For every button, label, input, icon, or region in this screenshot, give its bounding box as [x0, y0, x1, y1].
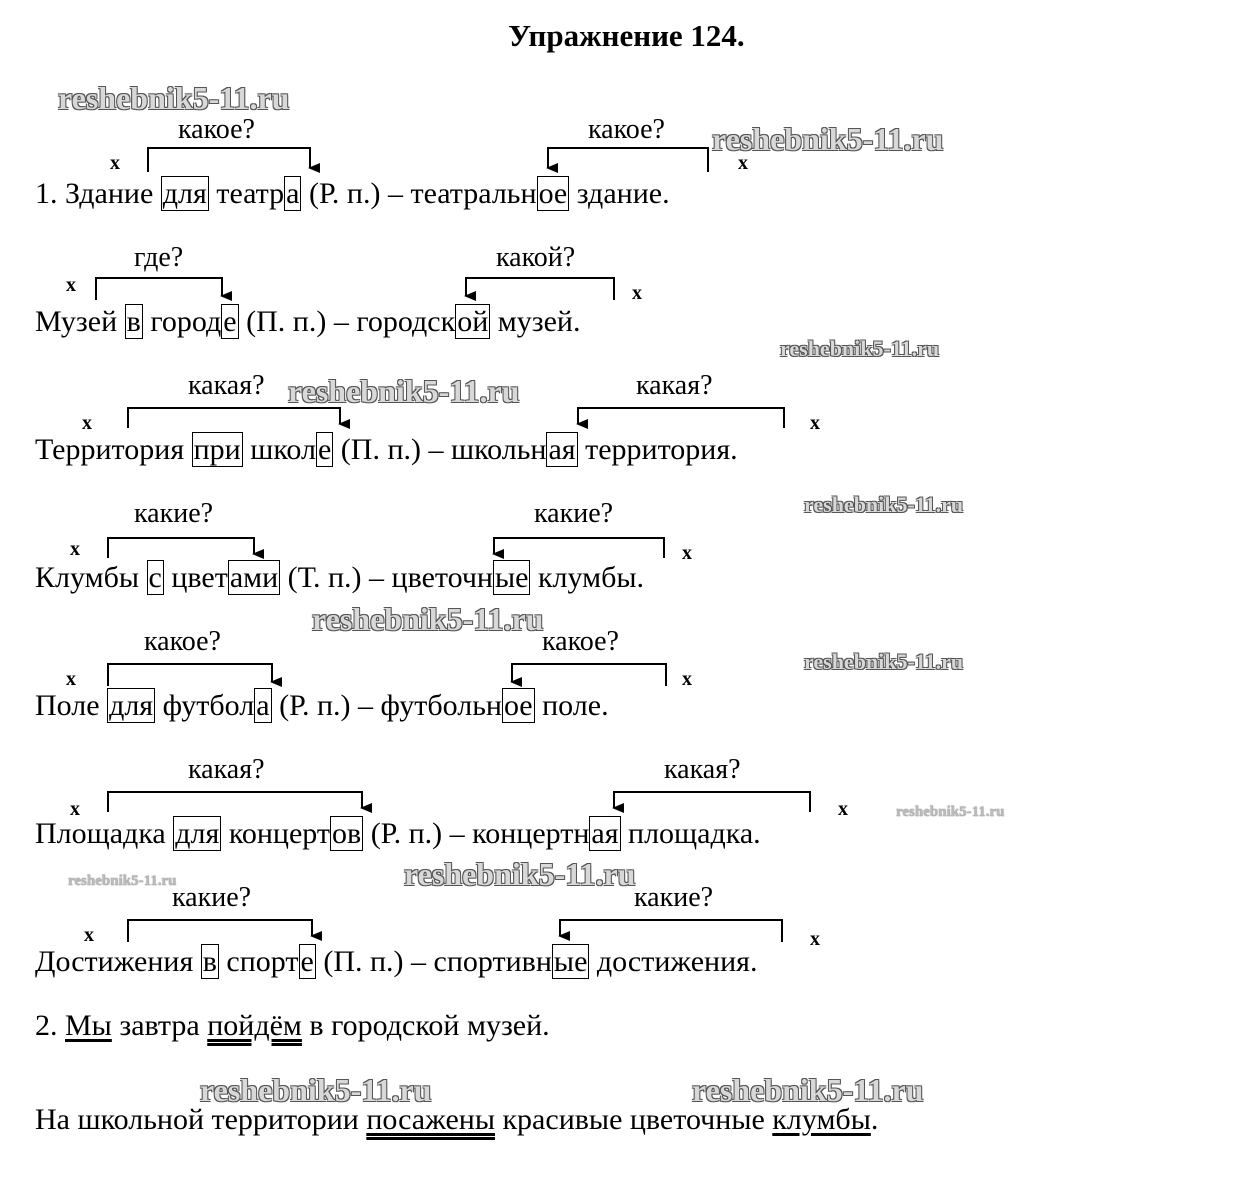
preposition-box: при [193, 433, 241, 466]
x-mark: x [70, 538, 80, 560]
watermark: reshebnik5-11.ru [692, 1072, 924, 1108]
question-label: какие? [634, 882, 714, 913]
x-mark: x [810, 412, 820, 434]
x-mark: x [682, 542, 692, 564]
watermark: reshebnik5-11.ru [712, 121, 944, 157]
watermark: reshebnik5-11.ru [200, 1072, 432, 1108]
phrase-row: 1. Здание для театра (Р. п.) – театральное здание. [35, 177, 670, 210]
question-label: какая? [188, 754, 265, 785]
preposition-box: в [202, 945, 217, 978]
phrase-row: Поле для футбола (Р. п.) – футбольное поле. [35, 689, 609, 722]
ending-box: е [223, 305, 237, 338]
ending-box: е [317, 433, 332, 466]
preposition-box: с [148, 561, 162, 594]
x-mark: x [632, 282, 642, 304]
question-label: какая? [664, 754, 741, 785]
sentence-2: На школьной территории посажены красивые цветочные клумбы. [35, 1103, 879, 1136]
subject: клумбы [772, 1103, 871, 1136]
ending-box: ое [503, 689, 533, 722]
ending-box: ая [548, 433, 576, 466]
ending-box: ое [538, 177, 568, 210]
x-mark: x [82, 412, 92, 434]
ending-box: а [256, 689, 270, 722]
phrase-row: Площадка для концертов (Р. п.) – концертная площадка. [35, 817, 761, 850]
question-label: какие? [534, 498, 614, 529]
preposition-box: для [109, 689, 154, 722]
question-label: какое? [144, 626, 221, 657]
question-label: какое? [542, 626, 619, 657]
ending-box: ами [229, 561, 279, 594]
x-mark: x [810, 928, 820, 950]
watermark: reshebnik5-11.ru [896, 804, 1005, 820]
watermark: reshebnik5-11.ru [288, 373, 520, 409]
watermark: reshebnik5-11.ru [68, 873, 177, 889]
x-mark: x [66, 668, 76, 690]
watermark: reshebnik5-11.ru [780, 336, 940, 361]
exercise-title: Упражнение 124. [508, 18, 745, 53]
watermark: reshebnik5-11.ru [804, 492, 964, 517]
sentence-1: 2. Мы завтра пойдём в городской музей. [35, 1009, 550, 1042]
question-label: какое? [588, 114, 665, 145]
preposition-box: для [175, 817, 220, 850]
ending-box: ые [553, 945, 588, 978]
question-label: какой? [496, 242, 576, 273]
subject: Мы [65, 1009, 112, 1042]
watermark: reshebnik5-11.ru [804, 649, 964, 674]
predicate: пойдём [207, 1009, 302, 1042]
phrase-row: Музей в городе (П. п.) – городской музей. [35, 305, 581, 338]
question-label: где? [134, 242, 184, 273]
ending-box: ая [591, 817, 619, 850]
x-mark: x [70, 798, 80, 820]
question-label: какая? [188, 370, 265, 401]
question-label: какие? [134, 498, 214, 529]
watermark: reshebnik5-11.ru [312, 601, 544, 637]
phrase-row: Клумбы с цветами (Т. п.) – цветочные клумбы. [35, 561, 645, 594]
x-mark: x [110, 152, 120, 174]
ending-box: ой [457, 305, 489, 338]
phrase-row: Территория при школе (П. п.) – школьная территория. [35, 433, 738, 466]
ending-box: ые [494, 561, 529, 594]
ending-box: а [286, 177, 300, 210]
question-label: какая? [636, 370, 713, 401]
ending-box: ов [332, 817, 362, 850]
preposition-box: в [126, 305, 141, 338]
x-mark: x [66, 274, 76, 296]
x-mark: x [84, 924, 94, 946]
preposition-box: для [162, 177, 207, 210]
watermark: reshebnik5-11.ru [404, 856, 636, 892]
x-mark: x [682, 668, 692, 690]
phrase-row: Достижения в спорте (П. п.) – спортивные достижения. [35, 945, 758, 978]
x-mark: x [738, 152, 748, 174]
x-mark: x [838, 798, 848, 820]
predicate: посажены [366, 1103, 495, 1136]
question-label: какое? [178, 114, 255, 145]
ending-box: е [300, 945, 314, 978]
question-label: какие? [172, 882, 252, 913]
watermark: reshebnik5-11.ru [58, 80, 290, 116]
